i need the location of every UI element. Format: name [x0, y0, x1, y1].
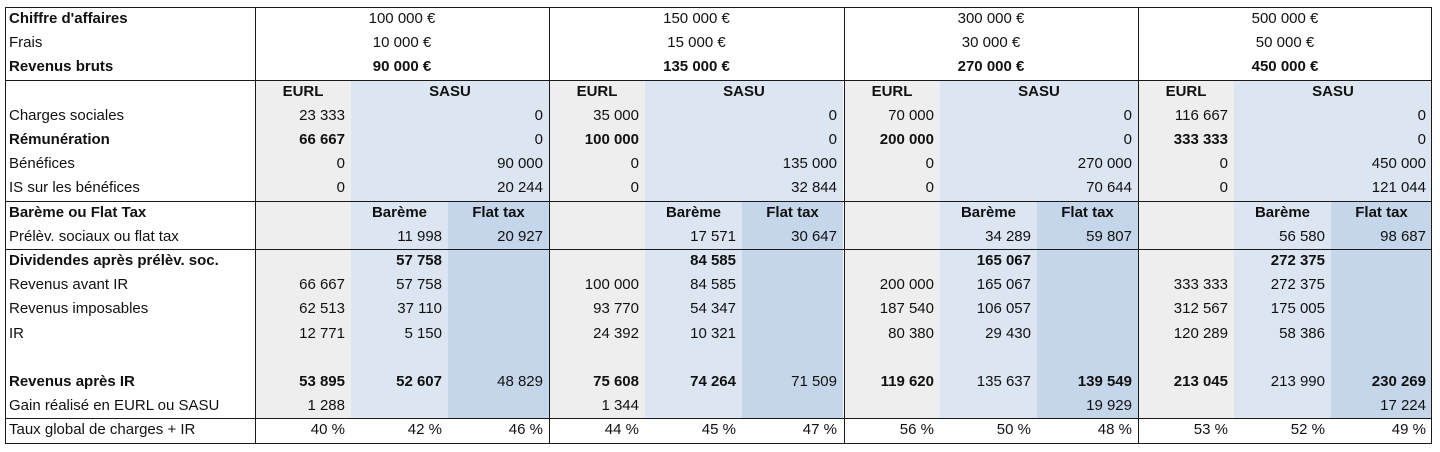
eurl-cs-cell: 35 000 — [593, 106, 639, 124]
flat-gain-cell — [448, 394, 546, 418]
bareme-impos-cell: 106 057 — [976, 300, 1031, 318]
frais-value: 50 000 € — [1255, 34, 1315, 52]
flat-taux-cell: 47 % — [802, 421, 837, 439]
eurl-header: EURL — [871, 82, 913, 100]
scenario-divider — [844, 7, 845, 443]
sasu-ben-cell: 270 000 — [1077, 155, 1132, 173]
bareme-taux-cell: 42 % — [407, 421, 442, 439]
flat-prel-cell: 59 807 — [1086, 227, 1132, 245]
row-label: Charges sociales — [9, 106, 125, 124]
flat-gain-cell: 17 224 — [1380, 397, 1426, 415]
eurl-header: EURL — [1165, 82, 1207, 100]
bareme-apres-cell: 135 637 — [976, 373, 1031, 390]
sasu-is-cell: 32 844 — [791, 179, 837, 197]
bareme-avant-cell: 84 585 — [690, 276, 736, 294]
bareme-div-cell: 57 758 — [396, 252, 442, 269]
sasu-rem-cell: 0 — [534, 131, 543, 148]
row-label: Revenus avant IR — [9, 276, 129, 294]
eurl-avant-cell: 66 667 — [299, 276, 345, 294]
bareme-gain-cell — [940, 394, 1034, 418]
eurl-avant-cell: 200 000 — [879, 276, 934, 294]
eurl-rem-cell: 333 333 — [1173, 131, 1228, 148]
eurl-taux-cell: 44 % — [604, 421, 639, 439]
eurl-is-cell: 0 — [336, 179, 345, 197]
flat-taux-cell: 48 % — [1097, 421, 1132, 439]
comparison-table — [5, 7, 1432, 444]
sasu-header: SASU — [429, 82, 471, 100]
sasu-cs-cell: 0 — [534, 106, 543, 124]
table-border-top — [5, 7, 1432, 8]
sasu-cs-cell: 0 — [1417, 106, 1426, 124]
eurl-cs-cell: 23 333 — [299, 106, 345, 124]
scenario-divider — [1138, 7, 1139, 443]
eurl-header: EURL — [576, 82, 618, 100]
sasu-cs-cell: 0 — [1123, 106, 1132, 124]
sasu-header: SASU — [1312, 82, 1354, 100]
flat-tax-header: Flat tax — [472, 203, 525, 221]
bareme-impos-cell: 175 005 — [1270, 300, 1325, 318]
bareme-prel-cell: 11 998 — [397, 227, 442, 245]
bareme-apres-cell: 74 264 — [690, 373, 736, 390]
bareme-ir-cell: 58 386 — [1279, 324, 1325, 342]
eurl-ben-cell: 0 — [630, 155, 639, 173]
eurl-cs-cell: 70 000 — [888, 106, 934, 124]
eurl-rem-cell: 200 000 — [879, 131, 934, 148]
header-divider — [5, 80, 1432, 81]
flat-apres-cell: 48 829 — [497, 373, 543, 390]
bareme-header: Barème — [1254, 203, 1311, 221]
revenus-bruts-value: 450 000 € — [1251, 58, 1319, 76]
eurl-taux-cell: 53 % — [1193, 421, 1228, 439]
flat-taux-cell: 49 % — [1391, 421, 1426, 439]
eurl-gain-cell: 1 344 — [601, 397, 639, 415]
bareme-apres-cell: 213 990 — [1270, 373, 1325, 390]
bareme-avant-cell: 57 758 — [396, 276, 442, 294]
flat-tax-header: Flat tax — [1355, 203, 1408, 221]
scenario-divider — [549, 7, 550, 443]
row-label: Barème ou Flat Tax — [9, 203, 147, 221]
chiffre-affaires-value: 300 000 € — [957, 10, 1025, 27]
row-label: Dividendes après prélèv. soc. — [9, 252, 219, 269]
bareme-ir-cell: 5 150 — [404, 324, 442, 342]
eurl-apres-cell: 75 608 — [593, 373, 639, 390]
eurl-impos-cell: 93 770 — [593, 300, 639, 318]
row-label: IR — [9, 324, 24, 342]
chiffre-affaires-value: 500 000 € — [1251, 10, 1319, 27]
bareme-gain-cell — [351, 394, 445, 418]
bareme-impos-cell: 54 347 — [690, 300, 736, 318]
sasu-rem-cell: 0 — [1417, 131, 1426, 148]
eurl-gain-cell — [844, 394, 937, 418]
bareme-prel-cell: 56 580 — [1279, 227, 1325, 245]
bareme-avant-cell: 165 067 — [976, 276, 1031, 294]
flat-tax-header: Flat tax — [766, 203, 819, 221]
eurl-is-cell: 0 — [630, 179, 639, 197]
table-border-left — [5, 7, 6, 444]
eurl-taux-cell: 40 % — [310, 421, 345, 439]
flat-apres-cell: 139 549 — [1077, 373, 1132, 390]
bareme-gain-cell — [1234, 394, 1328, 418]
bareme-ir-cell: 29 430 — [985, 324, 1031, 342]
row-label: Bénéfices — [9, 155, 75, 173]
eurl-apres-cell: 119 620 — [880, 373, 934, 390]
eurl-header: EURL — [282, 82, 324, 100]
row-label: Rémunération — [9, 131, 110, 148]
eurl-is-cell: 0 — [925, 179, 934, 197]
bareme-div-cell: 84 585 — [690, 252, 736, 269]
bareme-prel-cell: 34 289 — [985, 227, 1031, 245]
revenus-bruts-value: 90 000 € — [372, 58, 432, 76]
frais-value: 30 000 € — [961, 34, 1021, 52]
flat-prel-cell: 98 687 — [1380, 227, 1426, 245]
flat-tax-header: Flat tax — [1061, 203, 1114, 221]
sasu-header: SASU — [723, 82, 765, 100]
revenus-bruts-value: 270 000 € — [957, 58, 1025, 76]
bareme-div-cell: 165 067 — [976, 252, 1031, 269]
flat-apres-cell: 230 269 — [1371, 373, 1426, 390]
sasu-is-cell: 70 644 — [1086, 179, 1132, 197]
bareme-header: Barème — [960, 203, 1017, 221]
label-column-divider — [255, 7, 256, 443]
frais-value: 10 000 € — [372, 34, 432, 52]
eurl-ir-cell: 24 392 — [593, 324, 639, 342]
frais-value: 15 000 € — [667, 34, 726, 52]
sasu-rem-cell: 0 — [828, 131, 837, 148]
eurl-ir-cell: 12 771 — [299, 324, 345, 342]
chiffre-affaires-value: 100 000 € — [368, 10, 436, 27]
bareme-impos-cell: 37 110 — [397, 300, 442, 318]
eurl-impos-cell: 187 540 — [879, 300, 934, 318]
sasu-rem-cell: 0 — [1123, 131, 1132, 148]
bareme-header: Barème — [665, 203, 722, 221]
eurl-ben-cell: 0 — [925, 155, 934, 173]
row-label: Revenus imposables — [9, 300, 149, 318]
sasu-cs-cell: 0 — [828, 106, 837, 124]
row-label: Gain réalisé en EURL ou SASU — [9, 397, 220, 415]
bareme-gain-cell — [645, 394, 739, 418]
flat-taux-cell: 46 % — [508, 421, 543, 439]
bareme-taux-cell: 52 % — [1290, 421, 1325, 439]
table-border-bottom — [5, 443, 1432, 444]
row-label: IS sur les bénéfices — [9, 179, 140, 197]
bareme-taux-cell: 45 % — [701, 421, 736, 439]
sasu-is-cell: 20 244 — [497, 179, 543, 197]
sasu-is-cell: 121 044 — [1371, 179, 1426, 197]
row-label: Revenus après IR — [9, 373, 135, 390]
eurl-impos-cell: 312 567 — [1173, 300, 1228, 318]
sasu-ben-cell: 90 000 — [497, 155, 543, 173]
flat-gain-cell — [742, 394, 840, 418]
flat-gain-cell: 19 929 — [1086, 397, 1132, 415]
bareme-taux-cell: 50 % — [996, 421, 1031, 439]
eurl-gain-cell — [1138, 394, 1231, 418]
taux-divider — [5, 418, 1432, 419]
dividendes-divider — [5, 249, 1432, 250]
eurl-ben-cell: 0 — [336, 155, 345, 173]
row-label: Taux global de charges + IR — [9, 421, 196, 439]
sasu-ben-cell: 450 000 — [1371, 155, 1426, 173]
bareme-header: Barème — [371, 203, 428, 221]
revenus-bruts-value: 135 000 € — [663, 58, 730, 76]
eurl-avant-cell: 333 333 — [1173, 276, 1228, 294]
eurl-ir-cell: 120 289 — [1173, 324, 1228, 342]
eurl-ben-cell: 0 — [1219, 155, 1228, 173]
eurl-taux-cell: 56 % — [899, 421, 934, 439]
chiffre-affaires-value: 150 000 € — [663, 10, 730, 27]
flat-prel-cell: 20 927 — [497, 227, 543, 245]
eurl-apres-cell: 213 045 — [1173, 373, 1228, 390]
eurl-ir-cell: 80 380 — [888, 324, 934, 342]
sasu-options-divider — [5, 201, 1432, 202]
sasu-ben-cell: 135 000 — [782, 155, 837, 173]
eurl-is-cell: 0 — [1219, 179, 1228, 197]
sasu-header: SASU — [1018, 82, 1060, 100]
flat-prel-cell: 30 647 — [791, 227, 837, 245]
bareme-ir-cell: 10 321 — [690, 324, 736, 342]
bareme-prel-cell: 17 571 — [690, 227, 736, 245]
bareme-apres-cell: 52 607 — [396, 373, 442, 390]
eurl-rem-cell: 100 000 — [584, 131, 639, 148]
eurl-avant-cell: 100 000 — [584, 276, 639, 294]
eurl-rem-cell: 66 667 — [299, 131, 345, 148]
bareme-avant-cell: 272 375 — [1270, 276, 1325, 294]
row-label: Prélèv. sociaux ou flat tax — [9, 227, 179, 245]
row-label: Revenus bruts — [9, 58, 114, 76]
table-border-right — [1431, 7, 1432, 444]
eurl-impos-cell: 62 513 — [299, 300, 345, 318]
flat-apres-cell: 71 509 — [791, 373, 837, 390]
row-label: Chiffre d'affaires — [9, 10, 128, 27]
eurl-apres-cell: 53 895 — [299, 373, 345, 390]
eurl-cs-cell: 116 667 — [1174, 106, 1228, 124]
bareme-div-cell: 272 375 — [1270, 252, 1325, 269]
eurl-gain-cell: 1 288 — [307, 397, 345, 415]
row-label: Frais — [9, 34, 43, 52]
